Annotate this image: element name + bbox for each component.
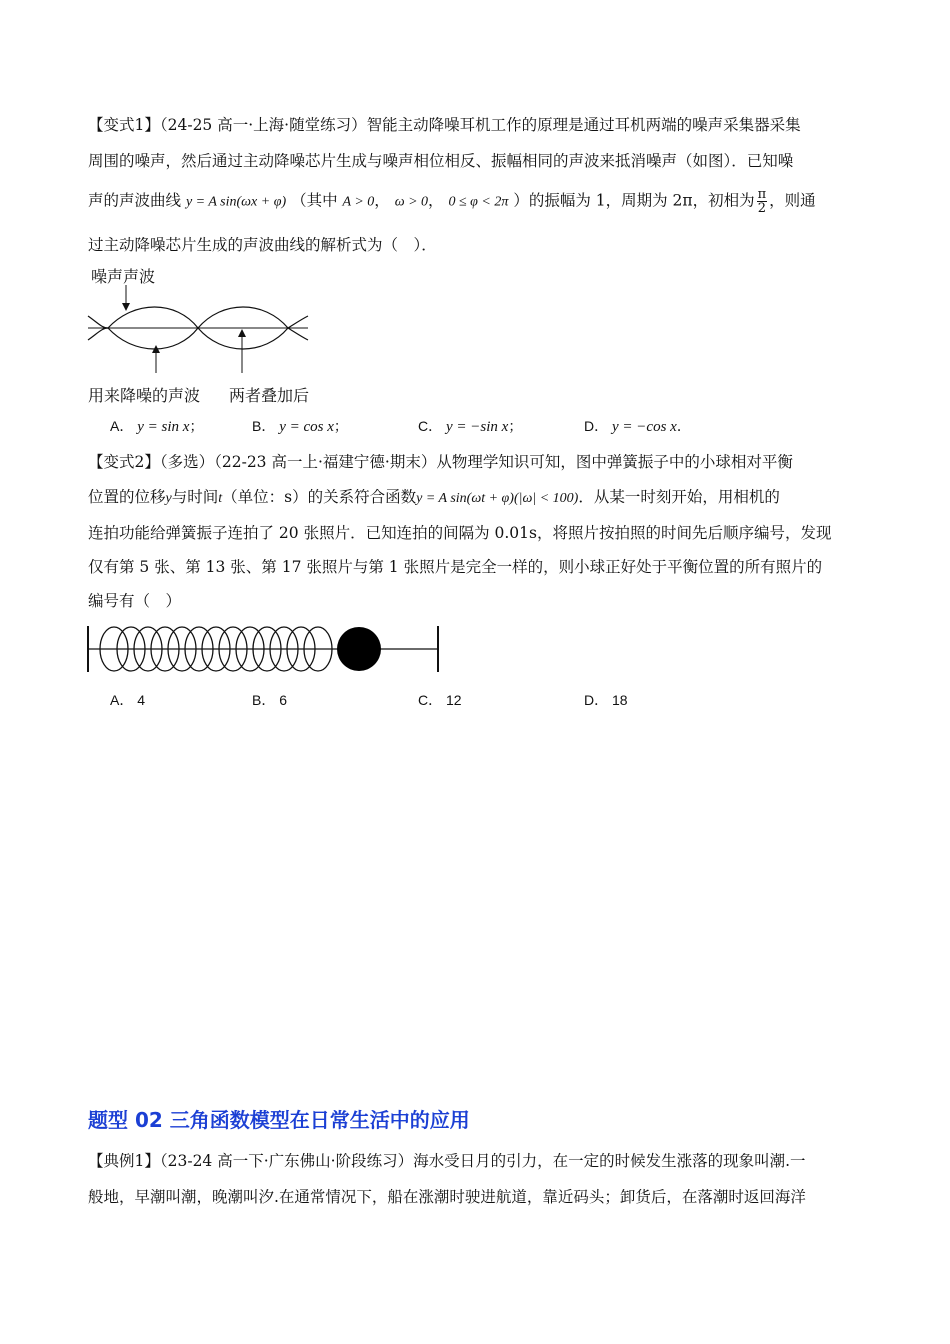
option-tail: ．: [676, 418, 691, 434]
text: （其中: [291, 191, 338, 210]
variant1-line1: 【变式1】（24-25 高一·上海·随堂练习）智能主动降噪耳机工作的原理是通过耳机两端的噪声采集器采集: [88, 116, 801, 134]
sound-wave-formula: y = A sin(ωx + φ): [185, 194, 287, 210]
text: 与时间: [171, 488, 219, 506]
variant2-option-b[interactable]: [252, 690, 287, 710]
option-expression: y = −cos x: [612, 419, 677, 435]
label-cancel-wave: 用来降噪的声波: [88, 386, 201, 405]
variant1-option-b[interactable]: [252, 416, 348, 436]
variant2-line1: 【变式2】（多选）（22-23 高一上·福建宁德·期末）从物理学知识可知，图中弹簧振子中的小球相对平衡: [88, 453, 793, 471]
variant1-option-a[interactable]: [110, 416, 203, 436]
variant2-option-c[interactable]: [418, 690, 462, 710]
variant2-line2: [88, 486, 860, 510]
spring-oscillator-diagram: [86, 624, 444, 674]
option-letter: A．: [110, 692, 134, 708]
option-tail: ；: [333, 418, 348, 434]
option-letter: D．: [584, 418, 609, 434]
variant2-option-d[interactable]: [584, 690, 628, 710]
option-expression: y = cos x: [279, 419, 334, 435]
variant2-option-a[interactable]: [110, 690, 145, 710]
option-letter: B．: [252, 692, 276, 708]
text: ）的振幅为 1，周期为 2π，初相为: [513, 191, 755, 210]
label-noise-wave: 噪声声波: [91, 267, 156, 286]
option-letter: D．: [584, 692, 609, 708]
fraction-pi-over-2: [757, 188, 768, 215]
variant1-option-c[interactable]: [418, 416, 522, 436]
fraction-denominator: 2: [757, 201, 766, 216]
variant1-option-d[interactable]: [584, 416, 691, 436]
option-expression: y = sin x: [137, 419, 190, 435]
wave-diagram: [84, 285, 314, 385]
option-tail: ；: [189, 418, 204, 434]
option-value: 4: [137, 692, 146, 708]
text: 声的声波曲线: [88, 191, 182, 210]
variant1-line4: 过主动降噪芯片生成的声波曲线的解析式为（ ）．: [88, 236, 437, 254]
condition-omega: ω > 0: [394, 194, 429, 210]
variant1-line2: 周围的噪声，然后通过主动降噪芯片生成与噪声相位相反、振幅相同的声波来抵消噪声（如图）．已知噪: [88, 152, 794, 170]
oscillation-formula: y = A sin(ωt + φ)(|ω| < 100): [416, 491, 579, 506]
oscillating-ball: [337, 627, 381, 671]
text: 位置的位移: [88, 488, 166, 506]
option-value: 18: [612, 692, 628, 708]
condition-a: A > 0: [342, 194, 375, 210]
variable-t: t: [218, 491, 223, 506]
text: ．从某一时刻开始，用相机的: [578, 488, 780, 506]
option-letter: C．: [418, 692, 443, 708]
option-letter: C．: [418, 418, 443, 434]
text: （单位：s）的关系符合函数: [222, 488, 417, 506]
example1-line1: 【典例1】（23-24 高一下·广东佛山·阶段练习）海水受日月的引力，在一定的时候发生涨落的现象叫潮.一: [88, 1152, 806, 1170]
text: ，则通: [769, 191, 816, 210]
condition-phi: 0 ≤ φ < 2π: [448, 194, 509, 210]
option-letter: B．: [252, 418, 276, 434]
option-tail: ；: [508, 418, 523, 434]
variant2-line4: 仅有第 5 张、第 13 张、第 17 张照片与第 1 张照片是完全一样的，则小球正好处于平衡位置的所有照片的: [88, 558, 823, 576]
option-value: 6: [279, 692, 288, 708]
example1-line2: 般地，早潮叫潮，晚潮叫汐.在通常情况下，船在涨潮时驶进航道，靠近码头；卸货后，在落潮时返回海洋: [88, 1188, 806, 1206]
fraction-numerator: π: [757, 187, 767, 202]
variant1-line3: 声的声波曲线 y = A sin(ωx + φ) （其中 A > 0， ω > 0， 0 ≤ φ < 2π ）的振幅为 1，周期为 2π，初相为 $\frac{\pi}{2}$ ，则通: [88, 187, 816, 216]
section-title: 题型 02 三角函数模型在日常生活中的应用: [88, 1108, 470, 1132]
option-expression: y = −sin x: [446, 419, 509, 435]
option-letter: A．: [110, 418, 134, 434]
variable-y: y: [165, 491, 172, 506]
variant2-line5: 编号有（ ）: [88, 592, 182, 610]
label-superposition: 两者叠加后: [229, 386, 310, 405]
option-value: 12: [446, 692, 462, 708]
variant2-line3: 连拍功能给弹簧振子连拍了 20 张照片．已知连拍的间隔为 0.01s，将照片按拍照的时间先后顺序编号，发现: [88, 524, 832, 542]
